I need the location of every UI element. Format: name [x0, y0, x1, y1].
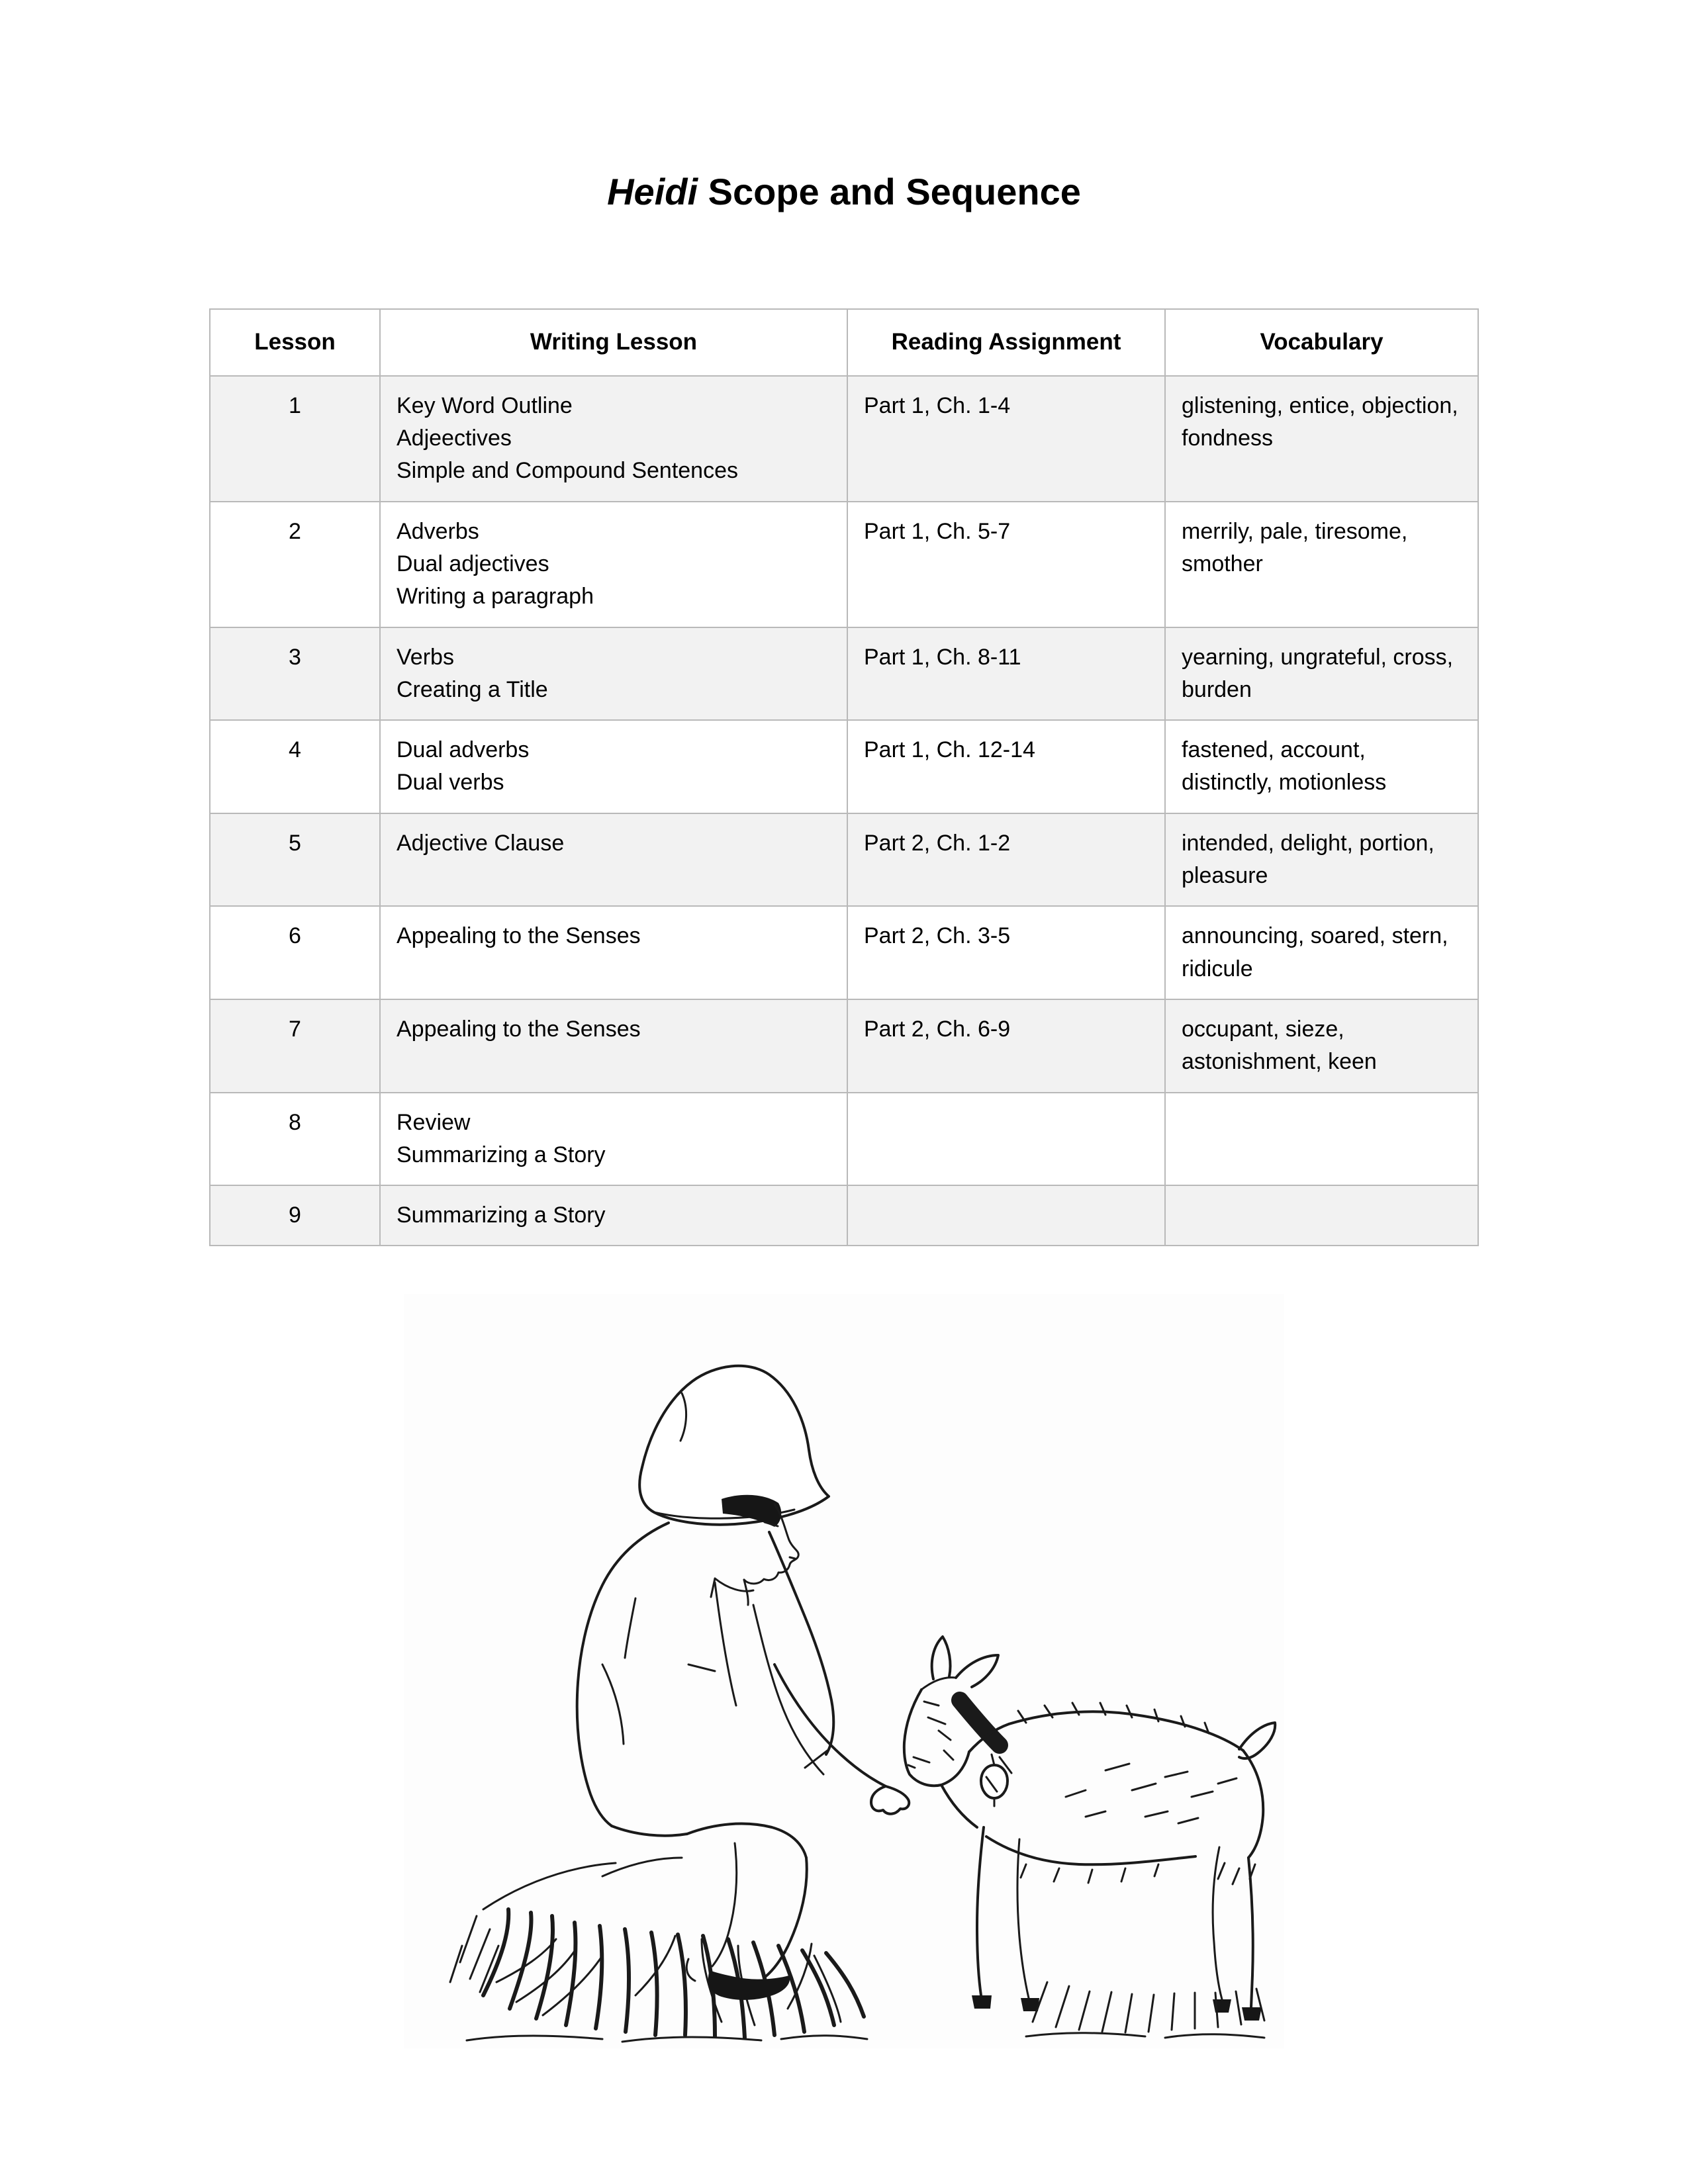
- reading-assignment-cell: [847, 1093, 1165, 1186]
- table-row: [210, 1185, 1478, 1246]
- table-row: [210, 720, 1478, 813]
- writing-lesson-line: Key Word Outline: [397, 392, 573, 418]
- reading-assignment-cell: Part 2, Ch. 6-9: [847, 999, 1165, 1093]
- table-row: [210, 999, 1478, 1093]
- page-title-book-name: Heidi: [607, 171, 698, 212]
- vocabulary-cell: glistening, entice, objection, fondness: [1165, 376, 1478, 502]
- goat-bell: [981, 1765, 1008, 1798]
- goat-figure: [904, 1637, 1275, 2021]
- lesson-number-cell: 4: [210, 720, 380, 813]
- vocabulary-cell: [1165, 1093, 1478, 1186]
- writing-lesson-line: Adverbs: [397, 518, 479, 544]
- lesson-number-cell: 6: [210, 906, 380, 999]
- jacket-back: [577, 1523, 669, 1826]
- writing-lesson-line: Dual adjectives: [397, 551, 549, 576]
- table-row: [210, 1093, 1478, 1186]
- writing-lesson-cell: [380, 720, 847, 813]
- writing-lesson-line: Dual adverbs: [397, 737, 530, 763]
- table-row: [210, 376, 1478, 502]
- writing-lesson-line: Verbs: [397, 644, 454, 670]
- writing-lesson-line: Adjective Clause: [397, 830, 565, 856]
- goat-hind-leg: [1248, 1858, 1253, 2007]
- writing-lesson-line: Dual verbs: [397, 770, 504, 796]
- reading-assignment-cell: Part 1, Ch. 1-4: [847, 376, 1165, 502]
- writing-lesson-line: Appealing to the Senses: [397, 923, 641, 949]
- reading-assignment-cell: Part 1, Ch. 12-14: [847, 720, 1165, 813]
- writing-lesson-line: Summarizing a Story: [397, 1142, 606, 1167]
- writing-lesson-cell: [380, 1185, 847, 1246]
- writing-lesson-line: Review: [397, 1109, 471, 1135]
- vocabulary-cell: intended, delight, portion, pleasure: [1165, 813, 1478, 907]
- reading-assignment-cell: Part 2, Ch. 1-2: [847, 813, 1165, 907]
- lesson-number-cell: 9: [210, 1185, 380, 1246]
- writing-lesson-cell: [380, 627, 847, 721]
- reading-assignment-cell: [847, 1185, 1165, 1246]
- lesson-number-cell: 8: [210, 1093, 380, 1186]
- writing-lesson-line: Appealing to the Senses: [397, 1016, 641, 1042]
- table-header-lesson: Lesson: [210, 309, 380, 376]
- table-row: [210, 813, 1478, 907]
- jacket-front: [769, 1532, 833, 1754]
- vocabulary-cell: merrily, pale, tiresome, smother: [1165, 502, 1478, 627]
- reading-assignment-cell: Part 2, Ch. 3-5: [847, 906, 1165, 999]
- reading-assignment-cell: Part 1, Ch. 5-7: [847, 502, 1165, 627]
- vocabulary-cell: yearning, ungrateful, cross, burden: [1165, 627, 1478, 721]
- table-header-reading-assignment: Reading Assignment: [847, 309, 1165, 376]
- goat-rump: [1243, 1751, 1263, 1858]
- page-title-rest: Scope and Sequence: [698, 171, 1081, 212]
- writing-lesson-cell: [380, 813, 847, 907]
- table-row: [210, 502, 1478, 627]
- hand: [871, 1786, 909, 1814]
- heidi-illustration: [404, 1294, 1284, 2048]
- writing-lesson-cell: [380, 376, 847, 502]
- lesson-number-cell: 1: [210, 376, 380, 502]
- writing-lesson-cell: [380, 1093, 847, 1186]
- vocabulary-cell: fastened, account, distinctly, motionless: [1165, 720, 1478, 813]
- goat-collar: [960, 1700, 1000, 1745]
- vocabulary-cell: [1165, 1185, 1478, 1246]
- table-header-vocabulary: Vocabulary: [1165, 309, 1478, 376]
- shoe: [708, 1970, 790, 2000]
- writing-lesson-line: Writing a paragraph: [397, 584, 594, 610]
- table-header-writing-lesson: Writing Lesson: [380, 309, 847, 376]
- boy-figure: [577, 1366, 910, 2000]
- lesson-number-cell: 7: [210, 999, 380, 1093]
- writing-lesson-line: Simple and Compound Sentences: [397, 458, 738, 484]
- table-header-row: [210, 309, 1478, 376]
- vocabulary-cell: announcing, soared, stern, ridicule: [1165, 906, 1478, 999]
- lesson-number-cell: 2: [210, 502, 380, 627]
- goat-ear-left: [932, 1637, 951, 1679]
- writing-lesson-cell: [380, 502, 847, 627]
- scope-sequence-table: [209, 308, 1479, 1246]
- table-row: [210, 627, 1478, 721]
- writing-lesson-line: Summarizing a Story: [397, 1203, 606, 1228]
- lesson-number-cell: 5: [210, 813, 380, 907]
- goat-ear-right: [956, 1655, 998, 1687]
- goat-front-leg: [977, 1827, 984, 1995]
- reading-assignment-cell: Part 1, Ch. 8-11: [847, 627, 1165, 721]
- lesson-number-cell: 3: [210, 627, 380, 721]
- table-row: [210, 906, 1478, 999]
- writing-lesson-line: Creating a Title: [397, 676, 548, 702]
- boy-and-goat-drawing: [404, 1294, 1284, 2048]
- writing-lesson-line: Adjeectives: [397, 426, 512, 451]
- writing-lesson-cell: [380, 999, 847, 1093]
- page-title: [0, 0, 1688, 210]
- thigh: [687, 1824, 806, 1858]
- writing-lesson-cell: [380, 906, 847, 999]
- vocabulary-cell: occupant, sieze, astonishment, keen: [1165, 999, 1478, 1093]
